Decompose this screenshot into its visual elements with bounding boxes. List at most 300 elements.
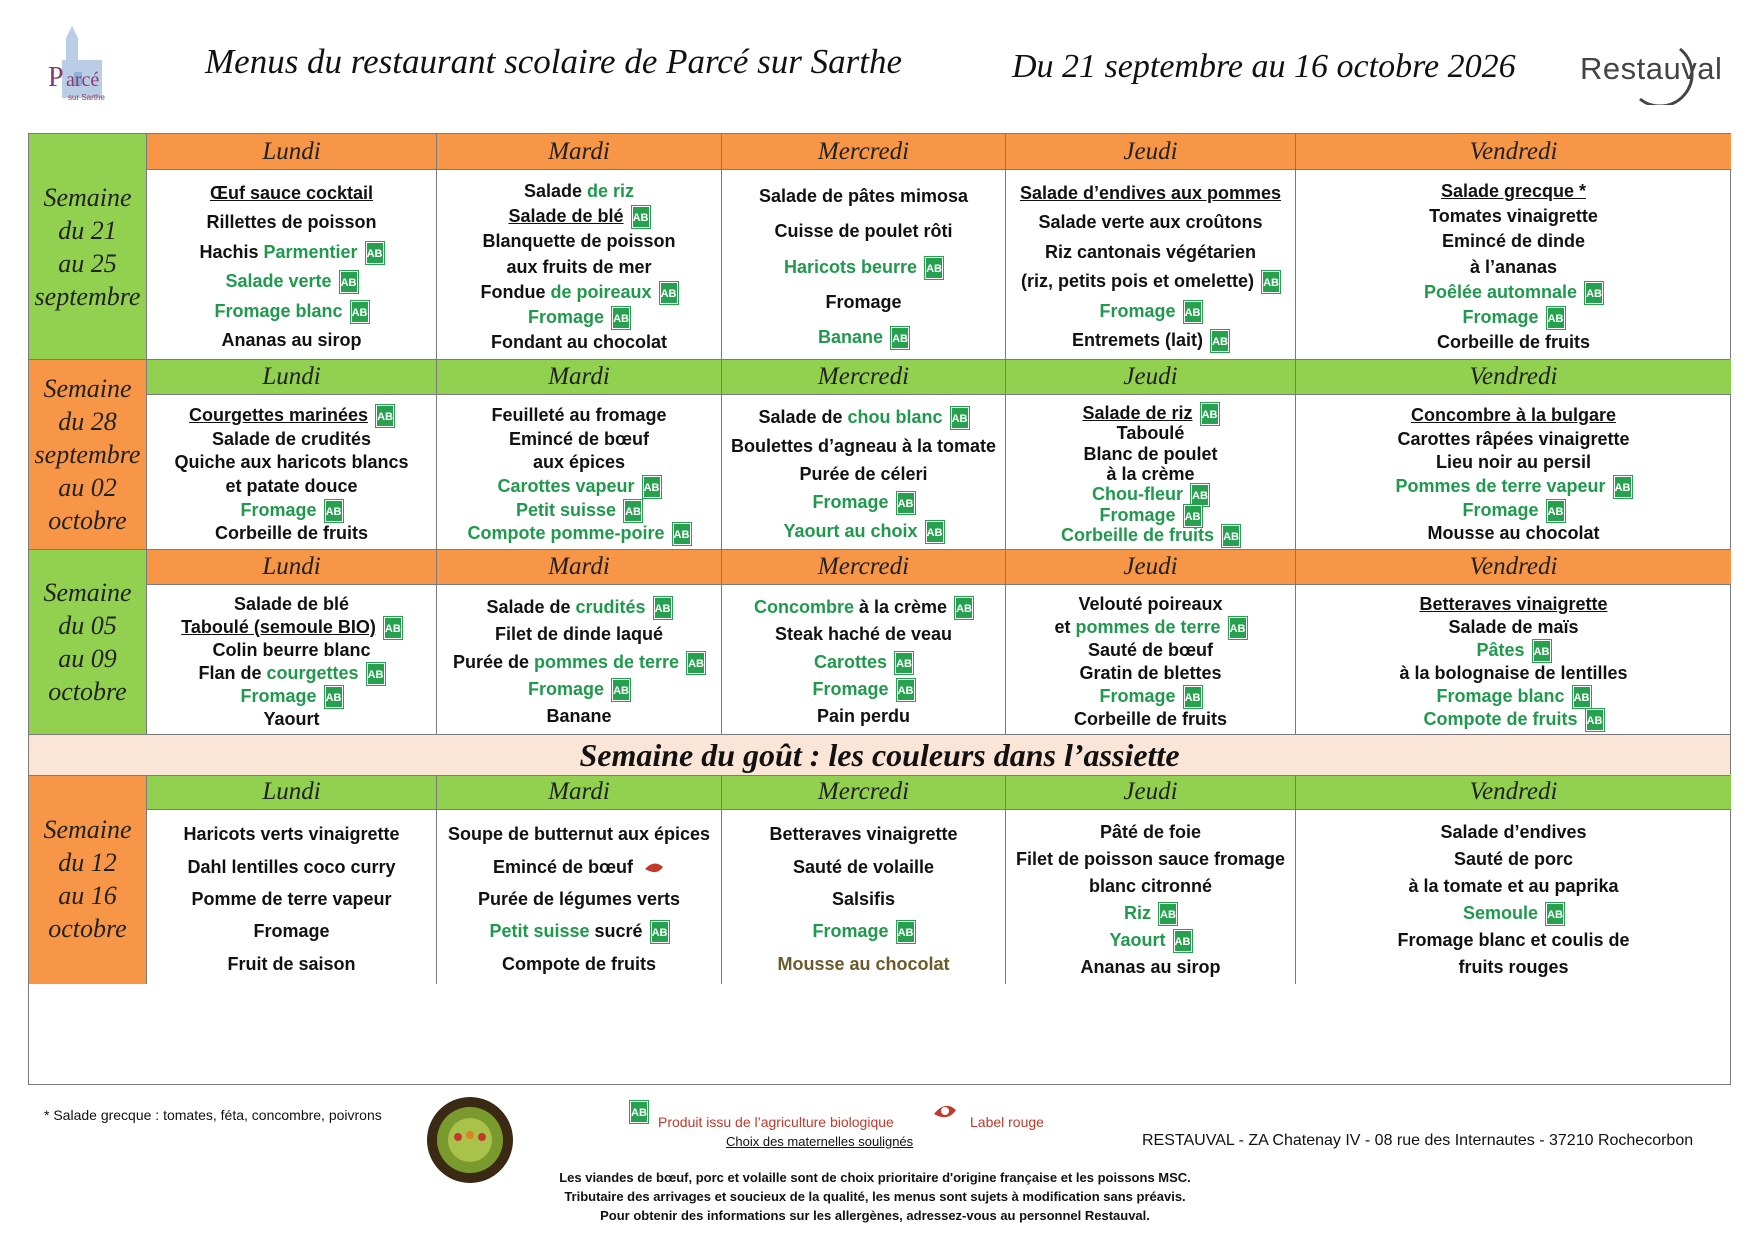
dish-text: Fromage blanc: [1436, 686, 1565, 706]
menu-dish: [1006, 662, 1295, 684]
bio-label-icon: AB: [1184, 686, 1202, 708]
dish-text-bio-part: crudités: [575, 597, 646, 617]
dish-text: Ananas au sirop: [221, 330, 362, 350]
day-menu: [722, 170, 1006, 359]
bio-label-icon: AB: [325, 500, 343, 522]
day-menu: [147, 810, 437, 984]
menu-dish: [1006, 708, 1295, 730]
dish-text: Soupe de butternut aux épices: [447, 824, 711, 844]
dish-text: Purée de légumes verts: [477, 889, 681, 909]
svg-text:P: P: [48, 62, 64, 93]
week-block: [29, 359, 1730, 549]
bio-label-icon: AB: [624, 500, 642, 522]
menu-dish: [437, 678, 721, 701]
dish-text-bio-part: pommes de terre: [1075, 617, 1221, 637]
menu-dish: [1296, 205, 1731, 227]
menu-dish: [1296, 522, 1731, 544]
dish-text: Taboulé (semoule BIO): [181, 617, 376, 637]
dish-text: Boulettes d’agneau à la tomate: [730, 436, 997, 456]
day-menu: [1006, 585, 1296, 734]
menu-dish: [1296, 256, 1731, 278]
menu-dish: [1296, 821, 1731, 843]
menu-dish: [722, 220, 1005, 242]
dish-text: Hachis: [199, 242, 264, 262]
menu-dish: [1006, 821, 1295, 843]
menu-dish: [1006, 902, 1295, 925]
dish-text: Betteraves vinaigrette: [1419, 594, 1608, 614]
menu-dish: [1006, 616, 1295, 639]
dish-text: aux épices: [532, 452, 626, 472]
bio-label-icon: AB: [687, 652, 705, 674]
day-header: Jeudi: [1006, 359, 1296, 395]
menu-dish: [437, 522, 721, 545]
day-header: Lundi: [147, 774, 437, 810]
menu-dish: [1006, 300, 1295, 323]
bio-label-icon: AB: [1262, 271, 1280, 293]
bio-label-icon: AB: [897, 492, 915, 514]
menu-dish: [1296, 230, 1731, 252]
menu-dish: [147, 428, 436, 450]
dish-text: Filet de dinde laqué: [494, 624, 664, 644]
dish-text: Haricots verts vinaigrette: [183, 824, 400, 844]
week-label-line: octobre: [48, 676, 127, 706]
bio-label-icon: AB: [1184, 505, 1202, 527]
dish-text: Riz cantonais végétarien: [1044, 242, 1257, 262]
dish-text: Salade de riz: [1082, 403, 1193, 423]
week-block: [29, 549, 1730, 734]
menu-dish: [1296, 875, 1731, 897]
bio-label-icon: AB: [1159, 903, 1177, 925]
menu-dish: [722, 256, 1005, 279]
dish-text: Pommes de terre vapeur: [1395, 476, 1606, 496]
label-rouge-icon: [643, 859, 665, 877]
menu-dish: [1006, 929, 1295, 952]
dish-text: Blanc de poulet: [1083, 444, 1218, 464]
day-menu: [147, 585, 437, 734]
bio-label-icon: AB: [1586, 709, 1604, 731]
menu-dish: [147, 300, 436, 323]
legend-bio-icon: AB: [630, 1101, 648, 1123]
day-menu: [1296, 810, 1731, 984]
dish-text: Pâtes: [1476, 640, 1525, 660]
menu-dish: [722, 856, 1005, 878]
menu-dish: [147, 182, 436, 204]
dish-text: Fruit de saison: [227, 954, 356, 974]
menu-dish: [722, 596, 1005, 619]
dish-text: Sauté de volaille: [792, 857, 935, 877]
dish-text: Fromage: [825, 292, 902, 312]
week-label-line: Semaine: [43, 182, 132, 212]
dish-text: et patate douce: [225, 476, 358, 496]
dish-text: Concombre: [753, 597, 854, 617]
dish-text: Purée de céleri: [799, 464, 928, 484]
dish-text: Yaourt: [263, 709, 320, 729]
menu-dish: [722, 291, 1005, 313]
dish-text: Sauté de bœuf: [1088, 640, 1213, 660]
day-header: Lundi: [147, 134, 437, 170]
dish-text: Fromage: [1099, 505, 1176, 525]
day-menu: [722, 585, 1006, 734]
dish-text: Pomme de terre vapeur: [191, 889, 392, 909]
dish-text: Chou-fleur: [1092, 484, 1183, 504]
bio-label-icon: AB: [643, 476, 661, 498]
dish-text: Salade verte aux croûtons: [1038, 212, 1263, 232]
week-block: [29, 774, 1730, 984]
day-menu: [147, 395, 437, 549]
menu-dish: [147, 953, 436, 975]
menu-dish: [147, 920, 436, 942]
week-label-line: au 25: [58, 248, 117, 278]
dish-text-bio-part: de poireaux: [550, 282, 652, 302]
dish-text: Fromage blanc et coulis de: [1397, 930, 1630, 950]
menu-dish: [437, 623, 721, 645]
day-header: Mardi: [437, 549, 722, 585]
menu-dish: [722, 623, 1005, 645]
menu-dish: [1006, 422, 1295, 444]
day-header: Vendredi: [1296, 134, 1731, 170]
menu-dish: [722, 678, 1005, 701]
menu-dish: [147, 616, 436, 639]
day-menu: [1006, 810, 1296, 984]
day-header: Vendredi: [1296, 549, 1731, 585]
week-label-line: du 05: [58, 610, 117, 640]
day-header: Mercredi: [722, 134, 1006, 170]
week-label: [29, 359, 147, 549]
day-menu: [722, 395, 1006, 549]
day-header: Vendredi: [1296, 359, 1731, 395]
footnote-salade-grecque: * Salade grecque : tomates, féta, concombre, poivrons: [44, 1107, 382, 1123]
dish-text: Courgettes marinées: [188, 405, 369, 425]
menu-dish: [1296, 475, 1731, 498]
bio-label-icon: AB: [1546, 903, 1564, 925]
bio-label-icon: AB: [926, 521, 944, 543]
day-header: Lundi: [147, 359, 437, 395]
menu-dish: [437, 428, 721, 450]
dish-text: Petit suisse: [489, 921, 590, 941]
menu-dish: [1296, 902, 1731, 925]
dish-text: Fromage: [1462, 500, 1539, 520]
week-label-line: du 21: [58, 215, 117, 245]
menu-dish: [1006, 848, 1295, 870]
dish-text: Ananas au sirop: [1080, 957, 1221, 977]
dish-text: Entremets (lait): [1071, 330, 1204, 350]
menu-dish: [147, 329, 436, 351]
week-label-line: du 28: [58, 406, 117, 436]
dish-text: Semoule: [1462, 903, 1539, 923]
menu-dish: [147, 639, 436, 661]
legend-label-rouge-text: Label rouge: [970, 1114, 1044, 1130]
menu-dish: [722, 953, 1005, 975]
dish-text: Purée de: [452, 652, 534, 672]
menu-dish: [1296, 499, 1731, 522]
bio-label-icon: AB: [951, 407, 969, 429]
week-label-line: du 12: [58, 848, 117, 877]
menu-dish: [722, 463, 1005, 485]
menu-dish: [147, 708, 436, 730]
note-modification: Tributaire des arrivages et soucieux de la qualité, les menus sont sujets à modification sans préavis.: [564, 1189, 1186, 1204]
menu-dish: [437, 475, 721, 498]
footer-notes: [440, 1168, 1310, 1225]
day-header: Jeudi: [1006, 774, 1296, 810]
dish-text: Emincé de bœuf: [508, 429, 649, 449]
bio-label-icon: AB: [1201, 403, 1219, 425]
menu-dish: [1296, 428, 1731, 450]
dish-text: Salade verte: [225, 271, 332, 291]
bio-label-icon: AB: [897, 921, 915, 943]
dish-text: Steak haché de veau: [774, 624, 953, 644]
dish-text: Corbeille de fruits: [214, 523, 369, 543]
menu-dish: [147, 856, 436, 878]
dish-text: Pain perdu: [816, 706, 910, 726]
dish-text: à l’ananas: [1469, 257, 1558, 277]
dish-text: Poêlée automnale: [1423, 282, 1578, 302]
menu-dish: [1006, 639, 1295, 661]
week-label-line: octobre: [48, 914, 127, 943]
menu-dish: [437, 281, 721, 304]
dish-text: Fromage: [1462, 307, 1539, 327]
dish-text: Salade de: [758, 407, 848, 427]
dish-text: blanc citronné: [1088, 876, 1213, 896]
menu-dish: [1296, 404, 1731, 426]
menu-dish: [1006, 524, 1295, 547]
bio-label-icon: AB: [1547, 307, 1565, 329]
menu-dish: [437, 451, 721, 473]
banner-text: Semaine du goût : les couleurs dans l’assiette: [579, 736, 1180, 773]
dish-text: Mousse au chocolat: [777, 954, 950, 974]
week-label-line: au 02: [58, 472, 117, 502]
dish-text: Blanquette de poisson: [482, 231, 676, 251]
dish-text: Œuf sauce cocktail: [209, 183, 374, 203]
menu-dish: [1296, 281, 1731, 304]
dish-text: Flan de: [198, 663, 267, 683]
menu-dish: [1296, 616, 1731, 638]
week-label-line: septembre: [34, 439, 141, 469]
dish-text: Salade de blé: [233, 594, 350, 614]
menu-dish: [722, 406, 1005, 429]
restauval-logo-text: Restauval: [1580, 51, 1723, 86]
bio-label-icon: AB: [955, 597, 973, 619]
bio-label-icon: AB: [325, 686, 343, 708]
dish-text: Taboulé: [1116, 423, 1185, 443]
company-address: RESTAUVAL - ZA Chatenay IV - 08 rue des Internautes - 37210 Rochecorbon: [1142, 1132, 1694, 1149]
dish-text: Salade de pâtes mimosa: [758, 186, 969, 206]
day-header: Mardi: [437, 359, 722, 395]
day-menu: [722, 810, 1006, 984]
dish-text-bio-part: pommes de terre: [533, 652, 680, 672]
dish-text: Salade d’endives: [1440, 822, 1587, 842]
dish-text: Salade d’endives aux pommes: [1019, 183, 1282, 203]
day-menu: [437, 170, 722, 359]
week-separator: [29, 359, 1730, 360]
svg-text:arcé: arcé: [66, 69, 100, 91]
dish-text: Compote de fruits: [501, 954, 656, 974]
dish-text: Corbeille de fruits: [1073, 709, 1228, 729]
bio-label-icon: AB: [895, 652, 913, 674]
dish-text: Dahl lentilles coco curry: [187, 857, 396, 877]
bio-label-icon: AB: [1614, 476, 1632, 498]
week-label-line: septembre: [34, 281, 141, 311]
menu-dish: [437, 404, 721, 426]
dish-text: Fromage: [527, 307, 605, 327]
bio-label-icon: AB: [1184, 301, 1202, 323]
day-menu: [437, 395, 722, 549]
bio-label-icon: AB: [1191, 484, 1209, 506]
bio-label-icon: AB: [366, 242, 384, 264]
menu-dish: [147, 888, 436, 910]
bio-label-icon: AB: [1229, 617, 1247, 639]
dish-text: Cuisse de poulet rôti: [774, 221, 953, 241]
menu-dish: [1296, 331, 1731, 353]
menu-dish: [722, 491, 1005, 514]
menu-dish: [722, 651, 1005, 674]
menu-dish: [1296, 708, 1731, 731]
bio-label-icon: AB: [1211, 330, 1229, 352]
week-label-line: au 16: [58, 881, 117, 910]
dish-text: Fondant au chocolat: [490, 332, 667, 352]
bio-label-icon: AB: [891, 327, 909, 349]
menu-dish: [437, 331, 721, 353]
bio-label-icon: AB: [654, 597, 672, 619]
menu-dish: [437, 705, 721, 727]
dish-text: Fromage: [527, 679, 605, 699]
dish-text: Salade de crudités: [211, 429, 372, 449]
menu-dish: [147, 270, 436, 293]
menu-dish: [147, 662, 436, 685]
dish-text: Compote de fruits: [1423, 709, 1578, 729]
week-label: [29, 134, 147, 359]
bio-label-icon: AB: [925, 257, 943, 279]
bio-label-icon: AB: [1174, 930, 1192, 952]
day-menu: [1296, 170, 1731, 359]
legend-bio-text: Produit issu de l’agriculture biologique: [658, 1114, 894, 1130]
svg-text:sur Sarthe: sur Sarthe: [68, 93, 105, 102]
dish-text: Salade: [523, 181, 588, 201]
menu-dish: [437, 230, 721, 252]
week-label-line: au 09: [58, 643, 117, 673]
bio-label-icon: AB: [384, 617, 402, 639]
dish-text: fruits rouges: [1458, 957, 1569, 977]
page-title: Menus du restaurant scolaire de Parcé sur Sarthe: [205, 42, 902, 81]
menu-dish: [1296, 662, 1731, 684]
day-menu: [1296, 585, 1731, 734]
menu-dish: [1296, 929, 1731, 951]
note-origine: Les viandes de bœuf, porc et volaille sont de choix prioritaire d'origine française et les poissons MSC.: [559, 1170, 1191, 1185]
bio-label-icon: AB: [367, 663, 385, 685]
day-menu: [147, 170, 437, 359]
bio-label-icon: AB: [351, 301, 369, 323]
bio-label-icon: AB: [340, 271, 358, 293]
dish-text: Fromage: [812, 679, 889, 699]
dish-text: Emincé de bœuf: [492, 857, 633, 877]
menu-dish: [437, 205, 721, 228]
dish-text: Fromage: [1099, 686, 1176, 706]
dish-text: Carottes vapeur: [497, 476, 635, 496]
page-header: [0, 0, 1755, 130]
menu-dish: [1006, 329, 1295, 352]
menu-dish: [147, 404, 436, 427]
dish-text-bio-part: Parmentier: [263, 242, 358, 262]
dish-text: Fromage: [812, 921, 889, 941]
menu-grid: [28, 133, 1731, 1085]
day-header: Jeudi: [1006, 134, 1296, 170]
parce-logo: [44, 20, 124, 110]
menu-dish: [1006, 875, 1295, 897]
menu-dish: [147, 475, 436, 497]
day-header: Mardi: [437, 774, 722, 810]
dish-text: Yaourt: [1109, 930, 1166, 950]
dish-text: Salsifis: [831, 889, 896, 909]
dish-text: Fromage: [253, 921, 330, 941]
menu-dish: [437, 953, 721, 975]
dish-text: à la tomate et au paprika: [1408, 876, 1619, 896]
day-header: Mercredi: [722, 774, 1006, 810]
dish-text: Yaourt au choix: [783, 521, 918, 541]
week-label-line: Semaine: [43, 815, 132, 844]
menu-dish: [1296, 639, 1731, 662]
menu-dish: [722, 920, 1005, 943]
menu-dish: [1296, 306, 1731, 329]
menu-dish: [437, 180, 721, 202]
dish-text: Salade grecque *: [1440, 181, 1587, 201]
week-label: [29, 549, 147, 734]
bio-label-icon: AB: [612, 679, 630, 701]
dish-text: Quiche aux haricots blancs: [174, 452, 409, 472]
dish-text: Banane: [546, 706, 612, 726]
legend-maternelles: Choix des maternelles soulignés: [726, 1134, 914, 1149]
dish-text: Fromage: [240, 686, 317, 706]
dish-text: Gratin de blettes: [1079, 663, 1222, 683]
menu-dish: [147, 211, 436, 233]
menu-dish: [147, 823, 436, 845]
bio-label-icon: AB: [660, 282, 678, 304]
dish-text-plain-part: sucré: [589, 921, 643, 941]
bio-label-icon: AB: [376, 405, 394, 427]
day-menu: [1006, 170, 1296, 359]
menu-dish: [437, 920, 721, 943]
dish-text: Fondue: [480, 282, 551, 302]
menu-dish: [437, 856, 721, 878]
menu-dish: [147, 593, 436, 615]
menu-dish: [437, 651, 721, 674]
dish-text-bio-part: courgettes: [266, 663, 359, 683]
week-block: [29, 134, 1730, 359]
week-label-line: octobre: [48, 505, 127, 535]
menu-dish: [437, 306, 721, 329]
day-menu: [1296, 395, 1731, 549]
note-allergenes: Pour obtenir des informations sur les allergènes, adressez-vous au personnel Restauval.: [600, 1208, 1150, 1223]
bio-label-icon: AB: [612, 307, 630, 329]
dish-text: Pâté de foie: [1099, 822, 1202, 842]
dish-text-plain-part: à la crème: [853, 597, 948, 617]
dish-text: à la bolognaise de lentilles: [1399, 663, 1628, 683]
menu-dish: [722, 435, 1005, 457]
bio-label-icon: AB: [651, 921, 669, 943]
day-menu: [437, 810, 722, 984]
menu-dish: [437, 596, 721, 619]
dish-text: Fromage: [812, 492, 889, 512]
dish-text: Banane: [817, 327, 884, 347]
day-header: Mercredi: [722, 359, 1006, 395]
dish-text: Fromage: [1099, 301, 1176, 321]
day-header: Lundi: [147, 549, 437, 585]
dish-text: Feuilleté au fromage: [491, 405, 667, 425]
menu-dish: [437, 499, 721, 522]
day-header: Mercredi: [722, 549, 1006, 585]
bio-label-icon: AB: [897, 679, 915, 701]
menu-dish: [1296, 593, 1731, 615]
menu-dish: [437, 823, 721, 845]
dish-text: Compote pomme-poire: [467, 523, 665, 543]
